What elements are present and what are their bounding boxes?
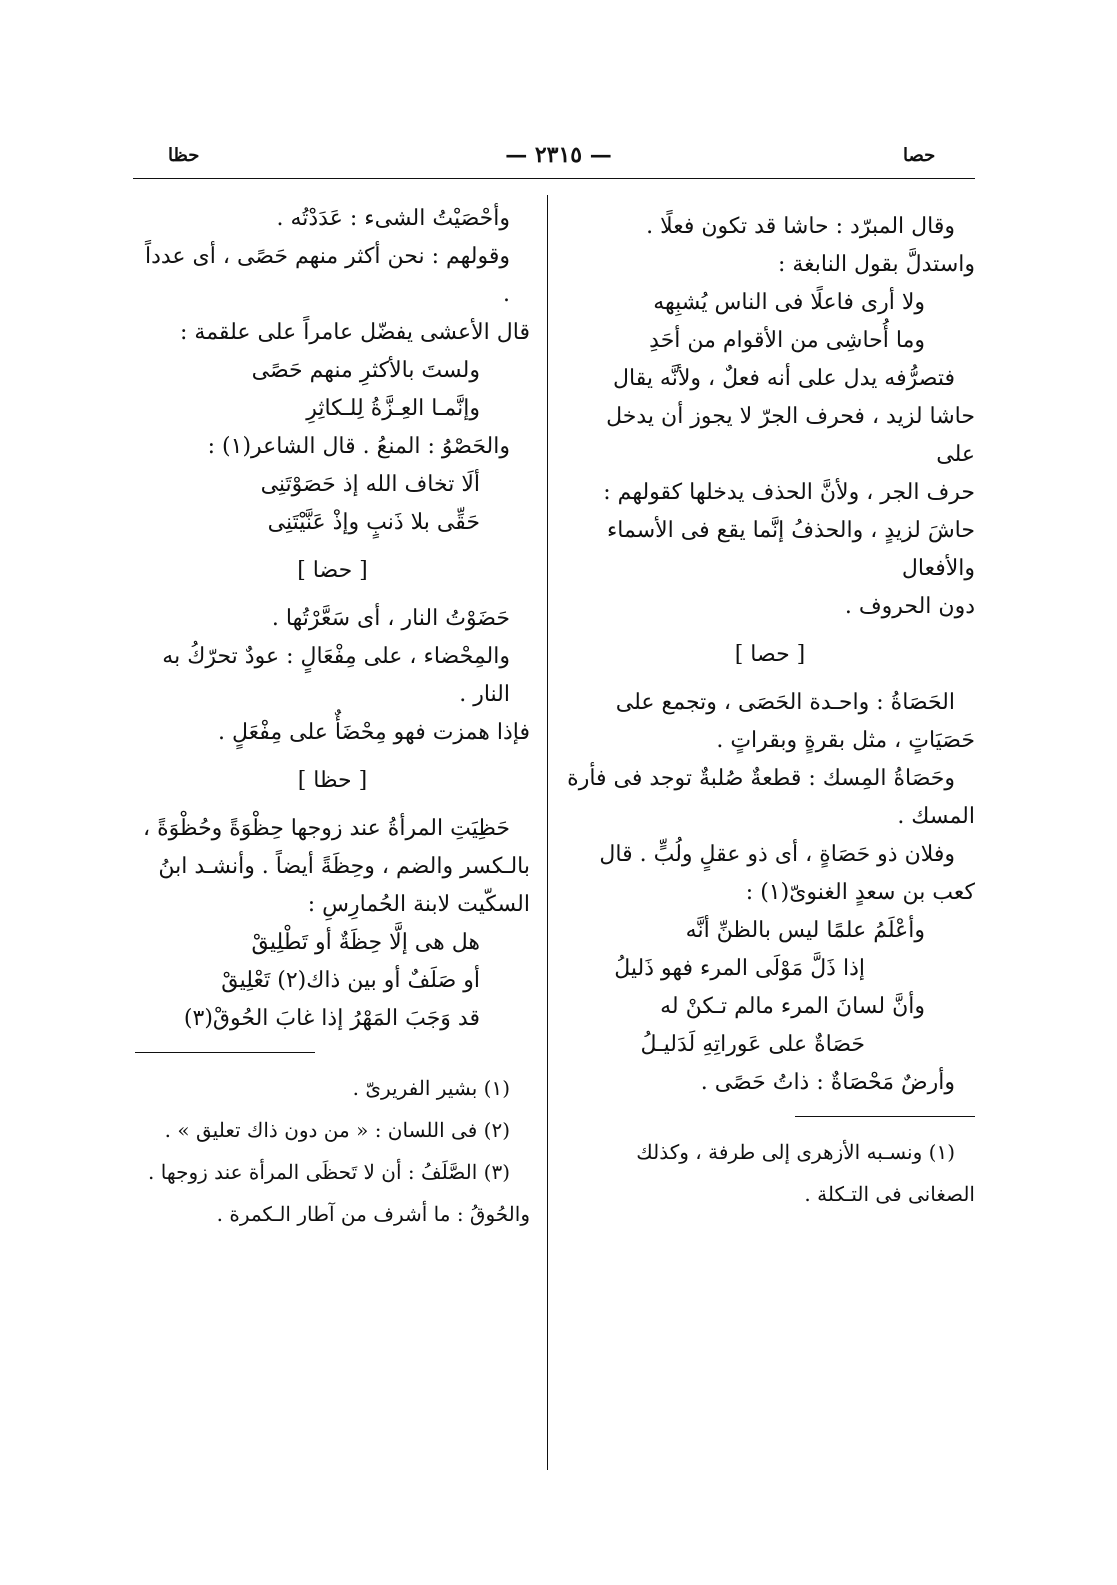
column-divider bbox=[547, 195, 548, 1470]
header-left-word: حظا bbox=[168, 145, 200, 166]
text-line: المسك . bbox=[897, 804, 975, 829]
footnote-line: (١) ونسـبه الأزهرى إلى طرفة ، وكذلك bbox=[636, 1140, 955, 1164]
footnote-line: (٣) الصَّلَفُ : أن لا تَحظَى المرأة عند زوجها . bbox=[148, 1160, 510, 1184]
text-line: وأرضٌ مَحْصَاةٌ : ذاتُ حَصًى . bbox=[700, 1070, 955, 1095]
page-number: — ٢٣١٥ — bbox=[505, 142, 612, 168]
right-column bbox=[565, 208, 975, 1215]
verse-line: حَصَاةٌ على عَوراتِهِ لَدَليـلُ bbox=[640, 1032, 865, 1057]
text-line: فإذا همزت فهو مِحْضَأٌ على مِفْعَلٍ . bbox=[218, 720, 530, 745]
text-line: حَضَوْتُ النار ، أى سَعَّرْتُها . bbox=[271, 606, 510, 631]
verse-line: هل هى إلَّا حِظَةٌ أو تَطْلِيقْ bbox=[251, 930, 480, 955]
section-heading: [ حضا ] bbox=[297, 558, 368, 583]
text-line: والحَصْوُ : المنعُ . قال الشاعر(١) : bbox=[207, 434, 510, 459]
text-line: حَصَيَاتٍ ، مثل بقرةٍ وبقراتٍ . bbox=[716, 728, 975, 753]
text-line: وأحْصَيْتُ الشىء : عَدَدْتُه . bbox=[276, 206, 510, 231]
text-line: حاشَ لزيدٍ ، والحذفُ إنَّما يقع فى الأسماء والأفعال bbox=[606, 518, 975, 581]
verse-line: وأعْلَمُ علمًا ليس بالظنِّ أنَّه bbox=[685, 918, 925, 943]
text-line: واستدلَّ بقول النابغة : bbox=[777, 252, 975, 277]
text-line: فتصرُّفه يدل على أنه فعلٌ ، ولأنَّه يقال bbox=[613, 366, 955, 391]
text-line: حرف الجر ، ولأنَّ الحذف يدخلها كقولهم : bbox=[603, 480, 975, 505]
footnote-line: (١) بشير الفريرىّ . bbox=[352, 1076, 510, 1100]
footnote-rule bbox=[795, 1116, 975, 1117]
text-line: قال الأعشى يفضّل عامراً على علقمة : bbox=[180, 320, 530, 345]
footnote-rule bbox=[135, 1052, 315, 1053]
text-line: بالـكسر والضم ، وحِظَةً أيضاً . وأنشـد ابنُ bbox=[158, 854, 530, 879]
text-line: والمِحْضاء ، على مِفْعَالٍ : عودٌ تحرّكُ به النار . bbox=[162, 644, 510, 707]
text-line: دون الحروف . bbox=[844, 594, 975, 619]
verse-line: إذا ذَلَّ مَوْلَى المرء فهو ذَليلُ bbox=[614, 956, 865, 981]
section-heading: [ حصا ] bbox=[734, 642, 806, 667]
text-line: وحَصَاةُ المِسك : قطعةٌ صُلبةٌ توجد فى فأرة bbox=[567, 766, 955, 791]
text-line: كعب بن سعدٍ الغنوىّ(١) : bbox=[745, 880, 975, 905]
verse-line: ولا أرى فاعلًا فى الناس يُشبِهه bbox=[653, 290, 925, 315]
text-line: وفلان ذو حَصَاةٍ ، أى ذو عقلٍ ولُبٍّ . قال bbox=[599, 842, 955, 867]
verse-line: قد وَجَبَ المَهْرُ إذا غابَ الحُوقْ(٣) bbox=[183, 1006, 480, 1031]
verse-line: أو صَلَفٌ أو بين ذاك(٢) تَعْلِيقْ bbox=[221, 968, 480, 993]
verse-line: ألَا تخاف الله إذ حَصَوْتَنِى bbox=[260, 472, 480, 497]
header-right-word: حصا bbox=[903, 145, 936, 166]
header-rule bbox=[133, 178, 975, 179]
text-line: حَظِيَتِ المرأةُ عند زوجها حِظْوَةً وحُظْوَةً ، bbox=[143, 816, 510, 841]
footnote-line: والحُوقُ : ما أشرف من آطار الـكمرة . bbox=[216, 1202, 530, 1226]
verse-line: وما أُحاشِى من الأقوام من أحَدِ bbox=[649, 328, 925, 353]
text-line: السكّيت لابنة الحُمارِسِ : bbox=[307, 892, 530, 917]
verse-line: وإنَّمـا العِـزَّةُ لِلـكاثِرِ bbox=[306, 396, 480, 421]
text-line: حاشا لزيد ، فحرف الجرّ لا يجوز أن يدخل على bbox=[606, 404, 975, 467]
text-line: وقولهم : نحن أكثر منهم حَصًى ، أى عدداً . bbox=[144, 244, 510, 307]
section-heading: [ حظا ] bbox=[297, 768, 368, 793]
footnote-line: (٢) فى اللسان : « من دون ذاك تعليق » . bbox=[164, 1118, 510, 1142]
verse-line: حَقِّى بلا ذَنبٍ وإذْ عَنَّيْتَنِى bbox=[267, 510, 480, 535]
text-line: وقال المبرّد : حاشا قد تكون فعلًا . bbox=[646, 214, 955, 239]
verse-line: وأنَّ لسانَ المرء مالم تـكنْ له bbox=[660, 994, 925, 1019]
footnote-line: الصغانى فى التـكلة . bbox=[804, 1182, 975, 1206]
left-column bbox=[135, 200, 530, 1235]
text-line: الحَصَاةُ : واحـدة الحَصَى ، وتجمع على bbox=[615, 690, 955, 715]
verse-line: ولستَ بالأكثرِ منهم حَصًى bbox=[251, 358, 480, 383]
